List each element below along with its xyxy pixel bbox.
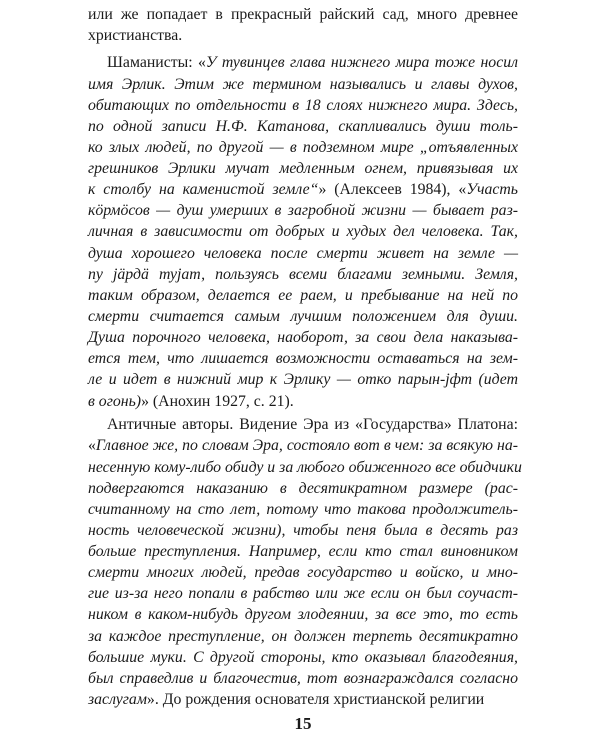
italic-text: смерти считается самым лучшим положением для души. (88, 307, 518, 325)
book-page (88, 0, 522, 750)
plain-text: Шаманисты: « (107, 54, 206, 72)
italic-text: имя Эрлик. Этим же термином назывались и главы духов, (88, 75, 518, 93)
page-number: 15 (294, 714, 312, 733)
italic-text: личная в зависимости от добрых и худых дел человека. Так, (88, 223, 518, 241)
italic-text: считанному на сто лет, потому что такова продолжитель- (88, 500, 518, 518)
italic-text: по одной записи Н.Ф. Катанова, скапливались души толь- (88, 117, 518, 135)
text-line (88, 390, 518, 414)
italic-text: большие муки. С другой стороны, кто оказывал благодеяния, (88, 648, 518, 666)
plain-text: » (Анохин 1927, с. 21). (141, 392, 294, 410)
text-line (88, 24, 518, 48)
italic-text: больше преступления. Например, если кто стал виновником (88, 543, 518, 561)
italic-text: таким образом, делается ее раем, и пребывание на ней по (88, 286, 518, 304)
italic-text: душа хорошего человека после смерти живет на земле — (88, 244, 518, 262)
italic-text: кöрмöсов — душ умерших в загробной жизни — бывает раз- (88, 202, 518, 220)
italic-text: У тувинцев глава нижнего мира тоже носил (205, 54, 518, 72)
plain-text: » (Алексеев 1984), « (318, 181, 467, 199)
italic-text: смерти многих людей, предав государство и войско, и мно- (88, 564, 518, 582)
plain-text: или же попадает в прекрасный райский сад, много древнее (88, 6, 518, 23)
italic-text: несенную кому-либо обиду и за любого обиженного все обидчики (88, 458, 522, 476)
plain-text: Античные авторы. Видение Эра из «Государства» Платона: (107, 416, 518, 434)
italic-text: гие из-за него попали в рабство или же если он был соучаст- (88, 585, 518, 603)
italic-text: Участь (466, 181, 518, 199)
italic-text: обитающих по отдельности в 18 слоях нижнего мира. Здесь, (88, 96, 518, 114)
italic-text: в огонь) (88, 392, 142, 410)
italic-text: ко злых людей, по другой — в подземном мире „отъявленных (88, 138, 518, 156)
plain-text: христианства. (88, 27, 183, 45)
italic-text: ется тем, что лишается возможности оставаться на зем- (88, 350, 518, 368)
italic-text: Душа порочного человека, наоборот, за свои дела наказыва- (88, 329, 518, 347)
italic-text: Главное же, по словам Эра, состояло вот в чем: за всякую на- (95, 437, 518, 455)
italic-text: за каждое преступление, он должен терпеть десятикратно (88, 627, 518, 645)
italic-text: был справедлив и благочестив, тот вознаграждался согласно (88, 669, 518, 687)
text-line (88, 688, 518, 712)
plain-text: ». До рождения основателя христианской религии (146, 691, 485, 708)
italic-text: к столбу на каменистой земле“ (88, 181, 319, 199)
italic-text: ником в каком-нибудь другом злодеянии, за все это, то есть (88, 606, 518, 624)
plain-text: « (88, 437, 96, 455)
italic-text: заслугам (88, 691, 147, 708)
italic-text: грешников Эрлики мучат медленным огнем, привязывая их (88, 160, 518, 178)
italic-text: подвергаются наказанию в десятикратном размере (рас- (88, 479, 518, 497)
italic-text: ность человеческой жизни), чтобы пеня была в десять раз (88, 521, 518, 539)
italic-text: ле и идет в нижний мир к Эрлику — отко парын-jфт (идет (88, 371, 518, 389)
italic-text: пу jäрдä туjат, пользуясь всеми благами земными. Земля, (88, 265, 518, 283)
